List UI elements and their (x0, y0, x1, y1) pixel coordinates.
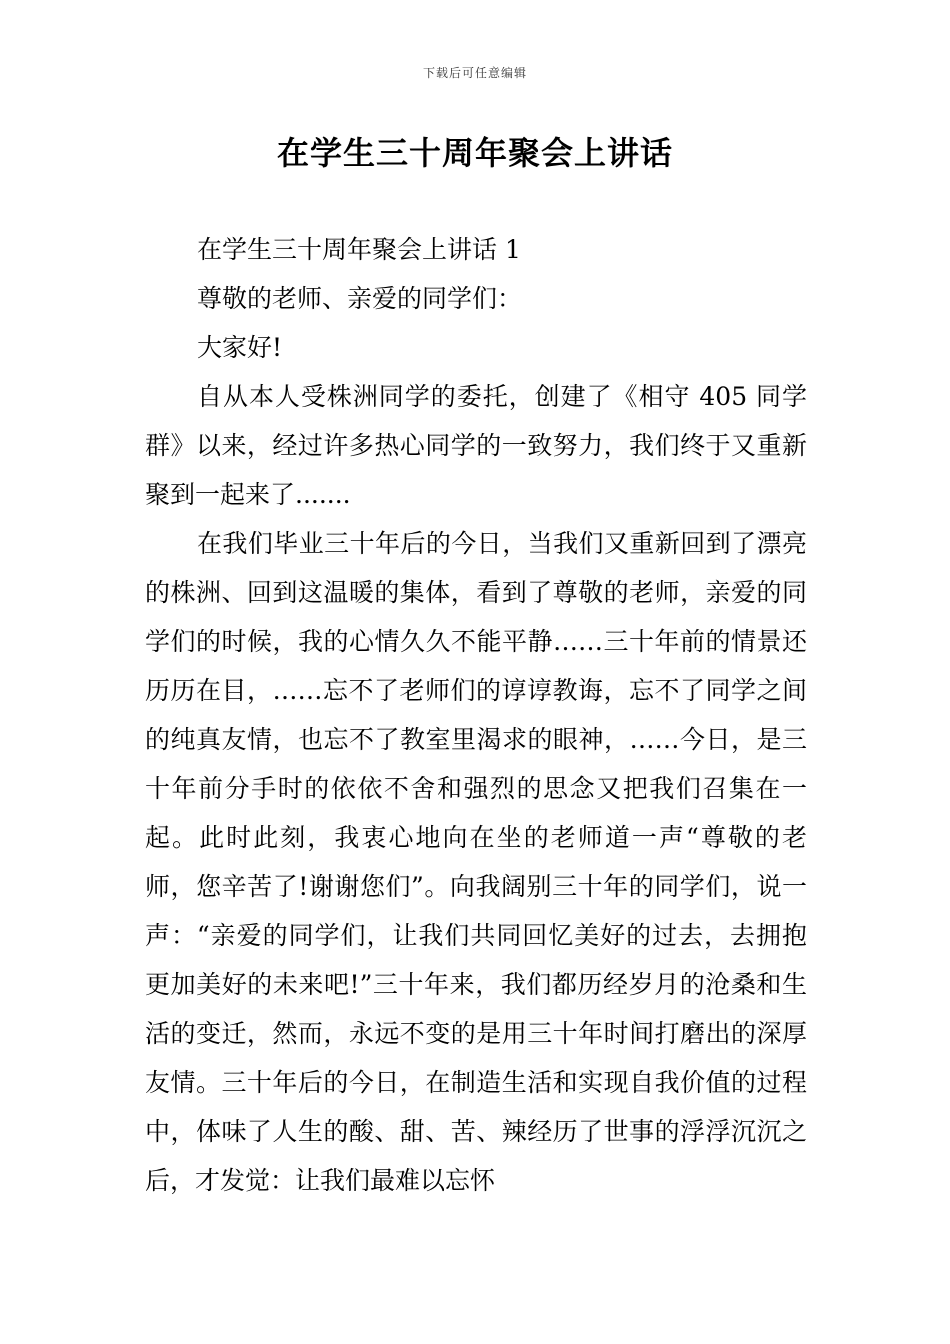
header-note: 下载后可任意编辑 (422, 66, 527, 80)
paragraph-1: 自从本人受株洲同学的委托，创建了《相守 405 同学群》以来，经过许多热心同学的一致努力，我们终于又重新聚到一起来了....... (145, 382, 807, 509)
document-title: 在学生三十周年聚会上讲话 (276, 134, 673, 172)
paragraph-2: 在我们毕业三十年后的今日，当我们又重新回到了漂亮的株洲、回到这温暖的集体，看到了尊敬的老师，亲爱的同学们的时候，我的心情久久不能平静……三十年前的情景还历历在目，……忘不了老师们的谆谆教诲，忘不了同学之间的纯真友情，也忘不了教室里渴求的眼神，……今日，是三十年前分手时的依依不舍和强烈的思念又把我们召集在一起。此时此刻，我衷心地向在坐的老师道一声“尊敬的老师，您辛苦了!谢谢您们”。向我阔别三十年的同学们，说一声：“亲爱的同学们，让我们共同回忆美好的过去，去拥抱更加美好的未来吧!”三十年来，我们都历经岁月的沧桑和生活的变迁，然而，永远不变的是用三十年时间打磨出的深厚友情。三十年后的今日，在制造生活和实现自我价值的过程中，体味了人生的酸、甜、苦、辣经历了世事的浮浮沉沉之后，才发觉：让我们最难以忘怀 (145, 529, 807, 1195)
salutation: 尊敬的老师、亲爱的同学们： (197, 284, 523, 313)
greeting: 大家好! (197, 333, 283, 362)
document-body (145, 225, 807, 1205)
speech-subtitle: 在学生三十周年聚会上讲话 1 (197, 235, 521, 264)
